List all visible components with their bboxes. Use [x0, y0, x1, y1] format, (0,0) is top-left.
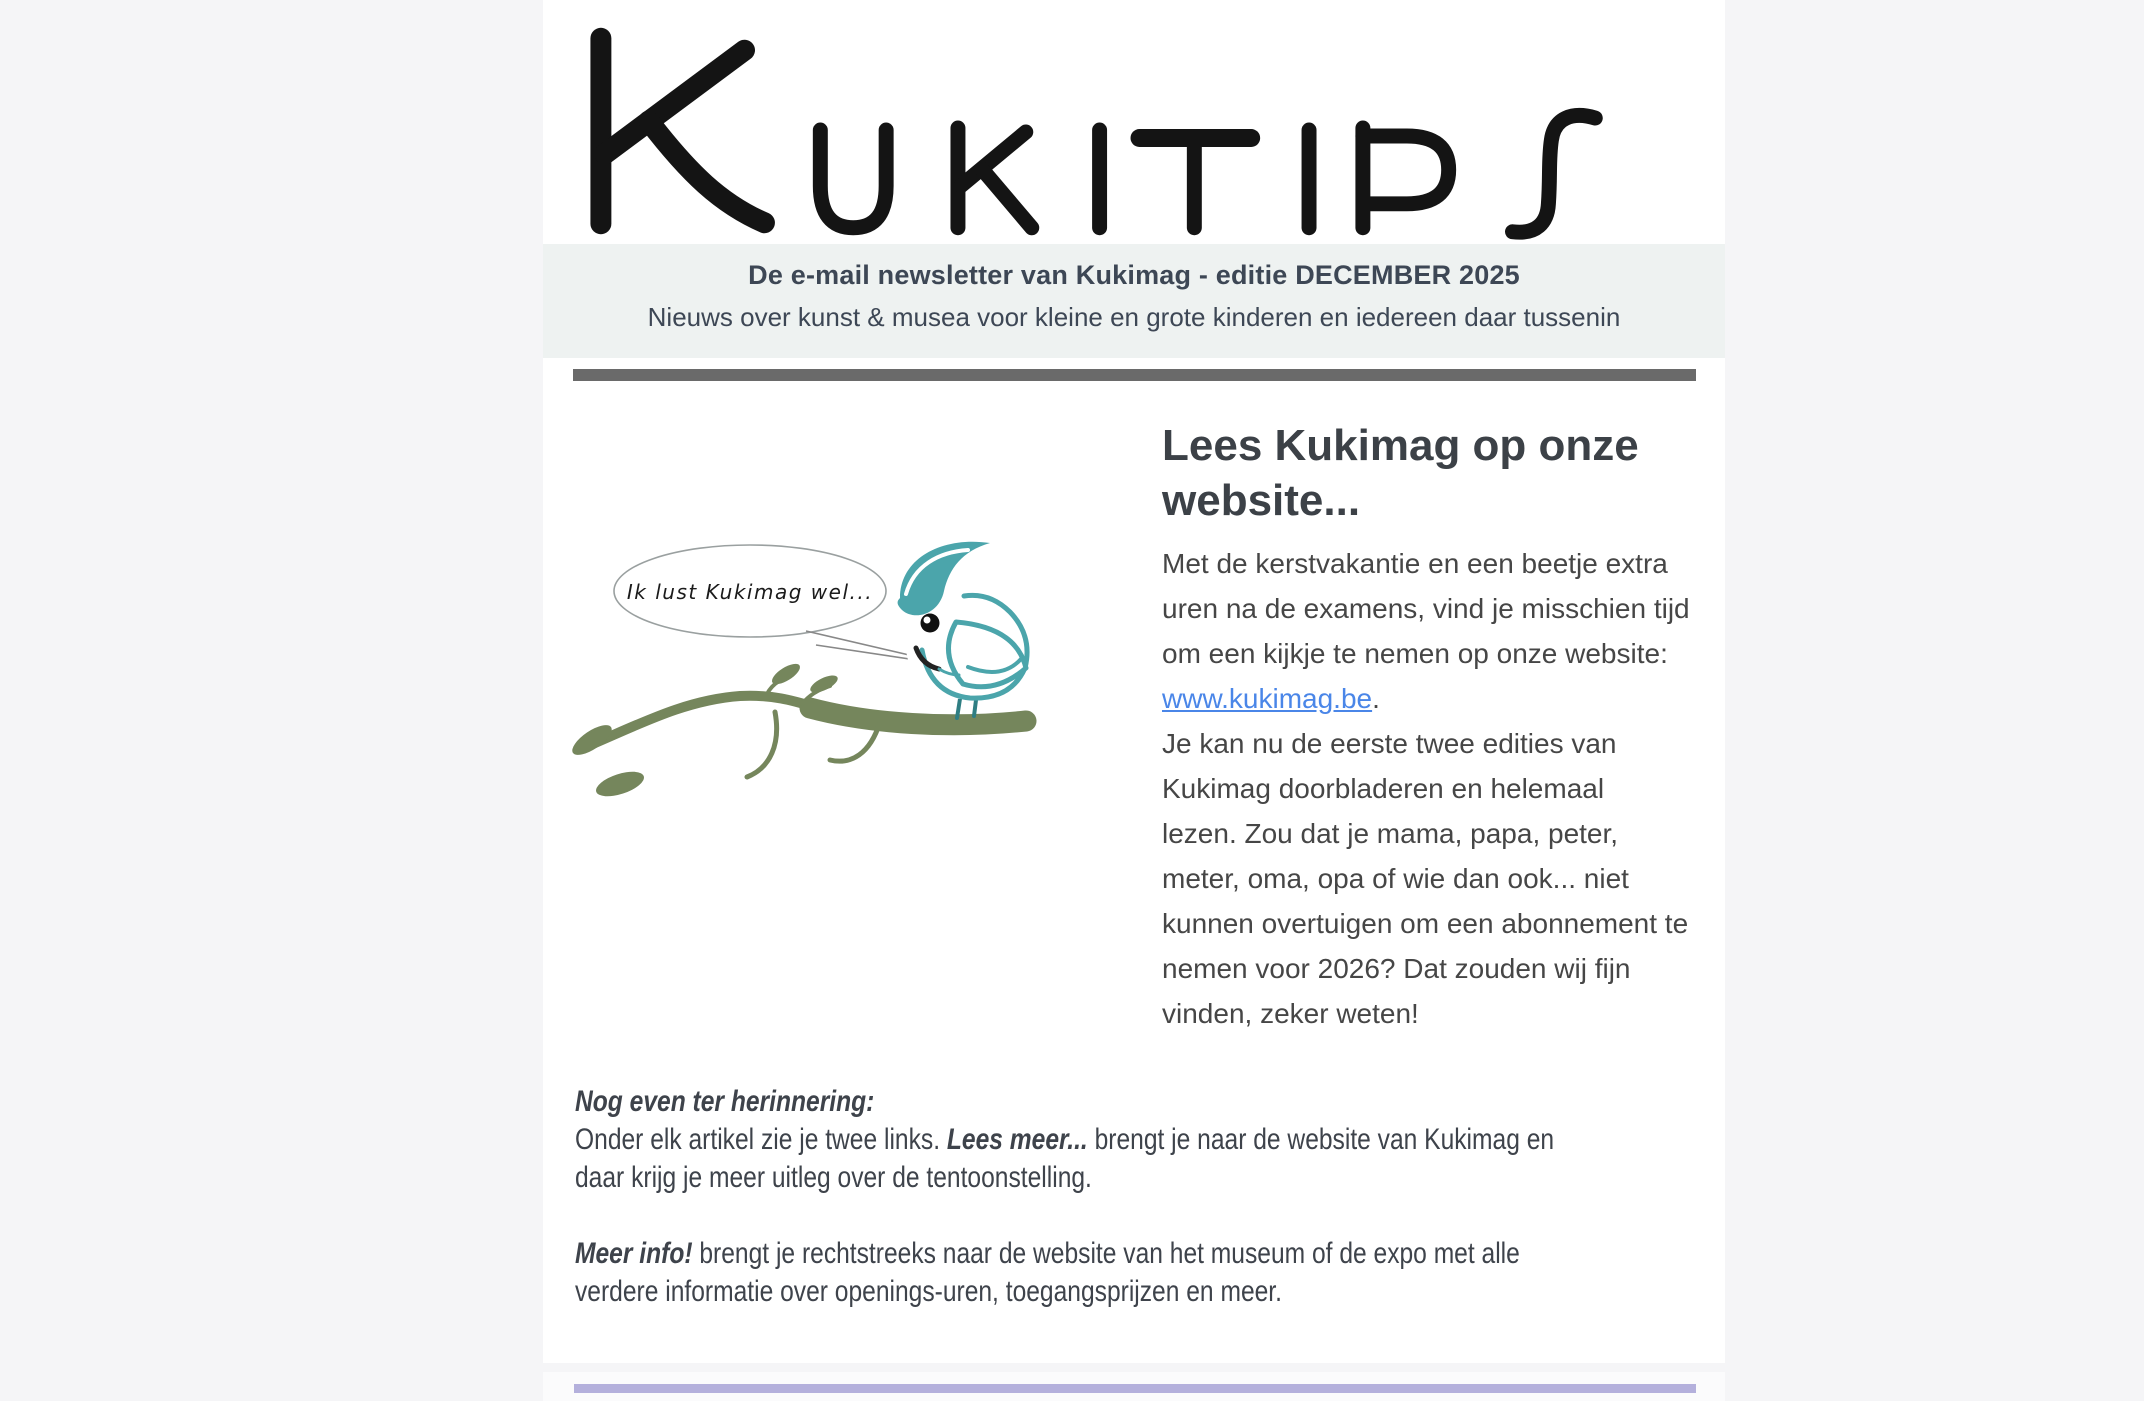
reminder-p2-meer-info: Meer info! [575, 1237, 693, 1270]
reminder-p1-rest: brengt je naar de website van Kukimag en [1087, 1123, 1555, 1156]
reminder-p2-line2: verdere informatie over openings-uren, toegangsprijzen en meer. [575, 1275, 1282, 1308]
logo-letter-U [820, 130, 886, 228]
speech-bubble [614, 545, 923, 661]
newsletter-subtitle: Nieuws over kunst & musea voor kleine en grote kinderen en iedereen daar tussenin [647, 302, 1621, 332]
logo-letter-K [601, 38, 765, 224]
newsletter-title: De e-mail newsletter van Kukimag - editie DECEMBER 2025 [748, 260, 1520, 290]
reminder-heading: Nog even ter herinnering: [575, 1085, 875, 1118]
header-band [543, 244, 1725, 358]
logo-letter-S [1512, 115, 1595, 232]
kukitips-logo-graphic [563, 26, 1700, 240]
dark-divider [573, 369, 1696, 381]
article-heading: Lees Kukimag op onze website... [1162, 421, 1639, 525]
logo-letter-P [1363, 128, 1449, 228]
newsletter-body [543, 0, 1725, 1363]
link-trailing-period: . [1372, 683, 1380, 714]
article-paragraph-2: Je kan nu de eerste twee edities van Kukimag doorbladeren en helemaal lezen. Zou dat je mama, papa, peter, meter, oma, opa of wie dan ook... niet kunnen overtuigen om een abonnement te nemen voor 2026? Dat zouden wij fijn vinden, zeker weten! [1162, 728, 1689, 1029]
reminder-p1-lees-meer: Lees meer... [946, 1123, 1088, 1156]
reminder-p2-rest: brengt je rechtstreeks naar de website van het museum of de expo met alle [692, 1237, 1520, 1270]
logo-letter-T [1139, 138, 1251, 228]
article-paragraph-1-text: Met de kerstvakantie en een beetje extra uren na de examens, vind je misschien tijd om een kijkje te nemen op onze website: [1162, 548, 1690, 669]
article-paragraph-1 [1162, 541, 1724, 721]
bird-icon [898, 542, 1027, 718]
reminder-paragraph-2 [575, 1235, 1723, 1311]
reminder-section [575, 1083, 1723, 1311]
purple-divider [574, 1384, 1696, 1393]
reminder-paragraph-1 [575, 1121, 1723, 1197]
logo-letter-K2 [958, 128, 1032, 228]
article-column [1162, 418, 1724, 1036]
reminder-p1-before: Onder elk artikel zie je twee links. [575, 1123, 947, 1156]
speech-bubble-text: Ik lust Kukimag wel... [626, 580, 874, 604]
reminder-p1-line2: daar krijg je meer uitleg over de tentoonstelling. [575, 1161, 1092, 1194]
bird-branch-illustration [570, 528, 1040, 808]
kukimag-website-link[interactable]: www.kukimag.be [1162, 683, 1373, 714]
kukitips-logo [563, 26, 1700, 240]
